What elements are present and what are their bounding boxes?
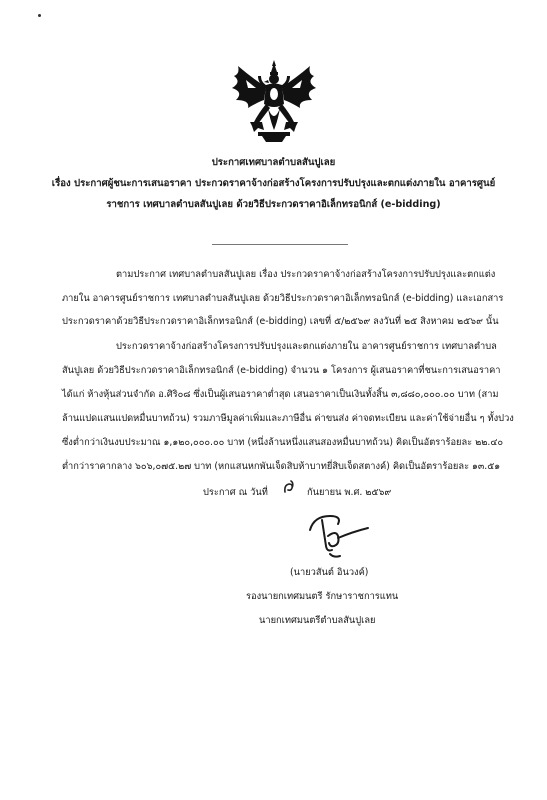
body-line: ได้แก่ ห้างหุ้นส่วนจำกัด อ.ศิริ๐๘ ซึ่งเป็นผู้เสนอราคาต่ำสุด เสนอราคาเป็นเงินทั้งสิ้น ๓,๘๘๐,๐๐๐.๐๐ บาท (สาม (62, 389, 499, 400)
signer-position-1: รองนายกเทศมนตรี รักษาราชการแทน (246, 591, 399, 602)
body-line: ซึ่งต่ำกว่าเงินงบประมาณ ๑,๑๒๐,๐๐๐.๐๐ บาท (หนึ่งล้านหนึ่งแสนสองหมื่นบาทถ้วน) คิดเป็นอัตราร้อยละ ๒๒.๔๐ (62, 437, 504, 448)
body-line: ประกวดราคาด้วยวิธีประกวดราคาอิเล็กทรอนิกส์ (e-bidding) เลขที่ ๕/๒๕๖๙ ลงวันที่ ๒๕ สิงหาคม ๒๕๖๙ นั้น (62, 316, 499, 327)
handwritten-day (283, 480, 295, 496)
body-line: ตามประกาศ เทศบาลตำบลสันปูเลย เรื่อง ประกวดราคาจ้างก่อสร้างโครงการปรับปรุงและตกแต่ง (116, 269, 496, 280)
garuda-emblem-icon (228, 58, 320, 142)
body-line: ต่ำกว่าราคากลาง ๖๐๖,๐๗๕.๒๗ บาท (หกแสนหกพันเจ็ดสิบห้าบาทยี่สิบเจ็ดสตางค์) คิดเป็นอัตราร้อยละ ๑๓.๕๑ (62, 461, 501, 472)
title-divider (212, 244, 348, 245)
signer-name: (นายวสันต์ อินวงค์) (290, 567, 369, 578)
signer-position-2: นายกเทศมนตรีตำบลสันปูเลย (259, 615, 376, 626)
body-line: ประกวดราคาจ้างก่อสร้างโครงการปรับปรุงและตกแต่งภายใน อาคารศูนย์ราชการ เทศบาลตำบล (116, 341, 497, 352)
signature-mark (300, 510, 374, 562)
subject-line-2: ราชการ เทศบาลตำบลสันปูเลย ด้วยวิธีประกวดราคาอิเล็กทรอนิกส์ (e-bidding) (106, 199, 441, 210)
body-line: สันปูเลย ด้วยวิธีประกวดราคาอิเล็กทรอนิกส์ (e-bidding) จำนวน ๑ โครงการ ผู้เสนอราคาที่ชนะการเสนอราคา (62, 365, 501, 376)
body-line: ภายใน อาคารศูนย์ราชการ เทศบาลตำบลสันปูเลย ด้วยวิธีประกวดราคาอิเล็กทรอนิกส์ (e-bidding) และเอกสาร (62, 293, 504, 304)
announcement-date-suffix: กันยายน พ.ศ. ๒๕๖๙ (307, 487, 392, 498)
subject-line-1: เรื่อง ประกาศผู้ชนะการเสนอราคา ประกวดราคาจ้างก่อสร้างโครงการปรับปรุงและตกแต่งภายใน อาคารศูนย์ (51, 178, 496, 189)
announcement-date-prefix: ประกาศ ณ วันที่ (203, 487, 268, 498)
body-line: ล้านแปดแสนแปดหมื่นบาทถ้วน) รวมภาษีมูลค่าเพิ่มและภาษีอื่น ค่าขนส่ง ค่าจดทะเบียน และค่าใช้จ่ายอื่น ๆ ทั้งปวง (62, 413, 514, 424)
document-title: ประกาศเทศบาลตำบลสันปูเลย (211, 157, 336, 168)
scan-speck (38, 14, 41, 17)
